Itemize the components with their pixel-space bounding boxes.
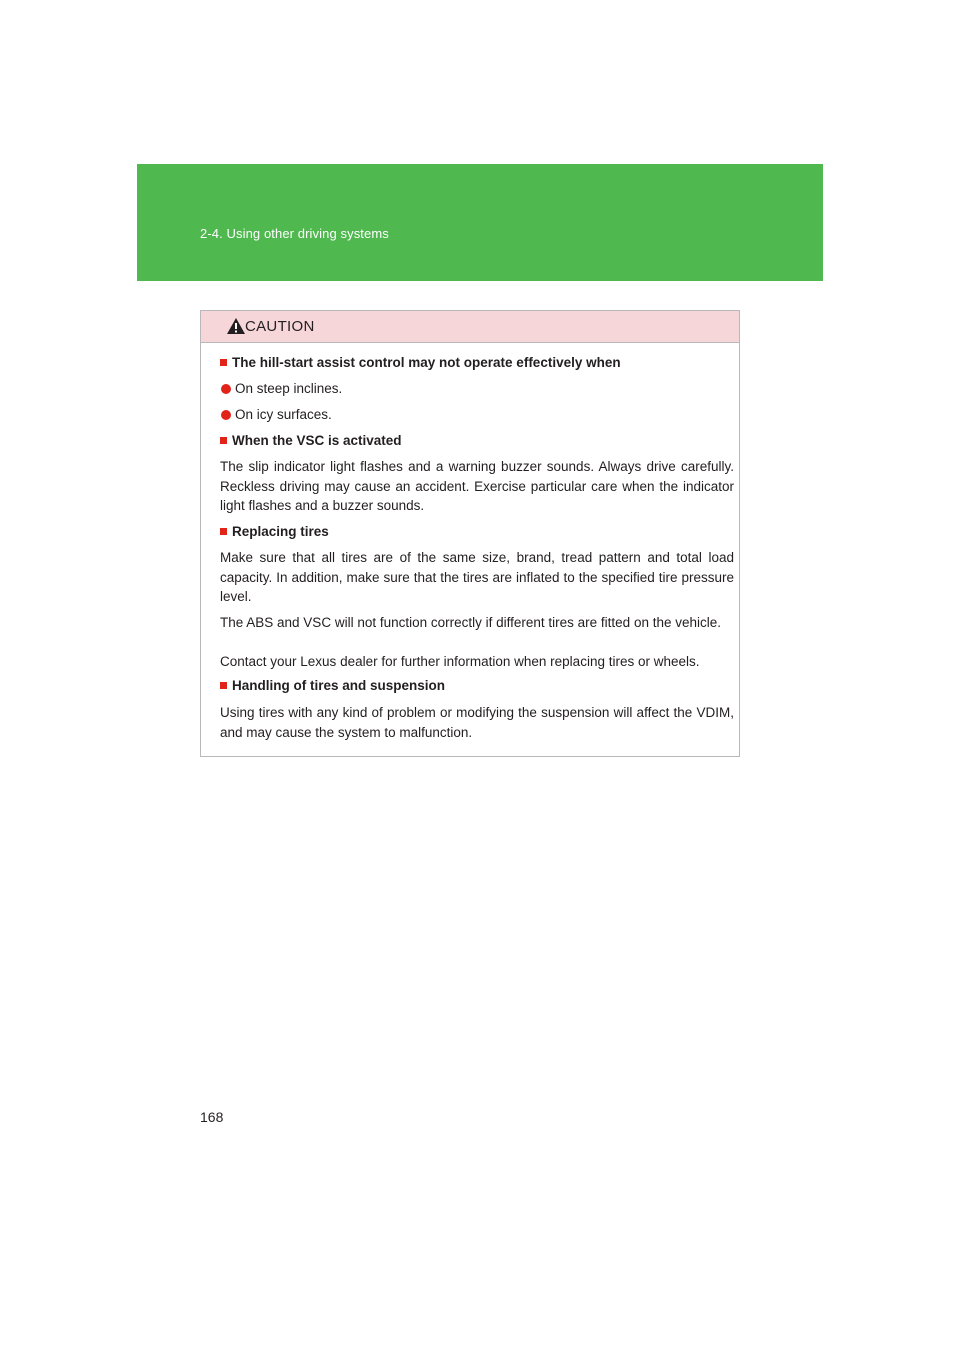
red-square-marker-icon (220, 682, 227, 689)
section-heading-vsc: When the VSC is activated (220, 433, 402, 448)
warning-triangle-icon (226, 317, 246, 335)
section-heading-hill-start: The hill-start assist control may not operate effectively when (220, 355, 621, 370)
section-heading-tires-suspension: Handling of tires and suspension (220, 678, 445, 693)
red-square-marker-icon (220, 359, 227, 366)
caution-header (201, 311, 739, 343)
paragraph: The ABS and VSC will not function correctly if different tires are fitted on the vehicle. (220, 615, 722, 630)
section-title: 2-4. Using other driving systems (200, 226, 389, 241)
header-band (137, 164, 823, 281)
paragraph: Contact your Lexus dealer for further information when replacing tires or wheels. (220, 654, 700, 669)
paragraph: Make sure that all tires are of the same size, brand, tread pattern and total load capacity. In addition, make sure that the tires are inflated to the specified tire pressure level. (220, 550, 734, 604)
paragraph: The slip indicator light flashes and a warning buzzer sounds. Always drive carefully. Reckless driving may cause an accident. Exercise particular care when the indicator light flashes and a buzzer sounds. (220, 459, 734, 513)
red-square-marker-icon (220, 528, 227, 535)
red-dot-bullet-icon (221, 384, 231, 394)
red-square-marker-icon (220, 437, 227, 444)
page-number: 168 (200, 1109, 224, 1125)
caution-title: CAUTION (245, 318, 315, 335)
paragraph: Using tires with any kind of problem or modifying the suspension will affect the VDIM, and may cause the system to malfunction. (220, 705, 734, 740)
bullet-item: On icy surfaces. (221, 407, 332, 422)
caution-box (200, 310, 740, 757)
section-heading-replacing-tires: Replacing tires (220, 524, 329, 539)
bullet-item: On steep inclines. (221, 381, 342, 396)
red-dot-bullet-icon (221, 410, 231, 420)
